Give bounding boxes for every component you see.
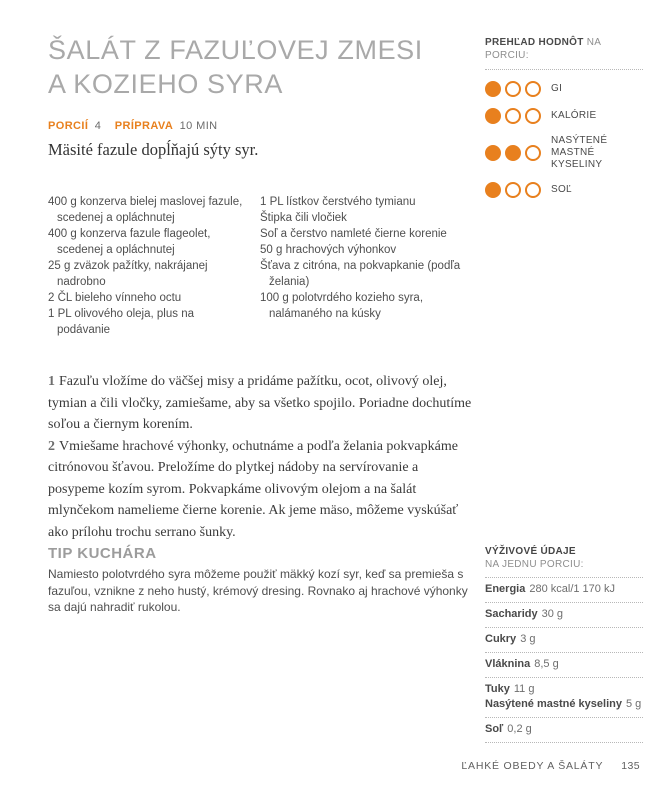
nutrition-value: 11 g (513, 683, 535, 695)
nutrition-line (485, 722, 643, 737)
ingredient-item: 400 g konzerva fazule flageolet, scedenej a opláchnutej (48, 228, 211, 256)
nutrition-heading-line1: VÝŽIVOVÉ ÚDAJE (485, 546, 576, 557)
rating-dots (485, 145, 545, 161)
ingredient-item: 50 g hrachových výhonkov (260, 244, 397, 256)
page-title-line1: ŠALÁT Z FAZUĽOVEJ ZMESI (48, 35, 423, 65)
servings-label: PORCIÍ (48, 120, 89, 132)
nutrition-line (485, 657, 643, 672)
ingredients-section (48, 194, 472, 338)
nutrition-row (485, 718, 643, 743)
rating-dot-empty (505, 182, 521, 198)
method-step (48, 371, 478, 436)
step-text: Vmiešame hrachové výhonky, ochutnáme a podľa želania pokvapkáme citrónovou šťavou. Preložíme do plytkej nádoby na servírovanie a posypeme kozím syrom. Pokvapkáme olivovým olejom a na šalát mlynčekom namelieme čierne korenie. Ak jeme mäso, môžeme vyskúšať ako prílohu trochu serrano šunky. (48, 438, 459, 540)
method-step (48, 436, 478, 544)
nutrition-row (485, 628, 643, 653)
values-panel-heading-bold: PREHĽAD HODNÔT (485, 37, 584, 48)
method-steps (48, 371, 478, 543)
ingredients-column-left (48, 194, 260, 338)
rating-label: NASÝTENÉ MASTNÉ KYSELINY (551, 135, 608, 170)
ingredient-item: Šťava z citróna, na pokvapkanie (podľa želania) (260, 260, 461, 288)
nutrition-label: Energia (485, 583, 526, 595)
nutrition-heading (485, 545, 643, 578)
nutrition-line (485, 632, 643, 647)
nutrition-line (485, 607, 643, 622)
nutrition-line (485, 697, 643, 712)
nutrition-label: Soľ (485, 723, 504, 735)
rating-rows (485, 81, 643, 198)
rating-dot-filled (485, 81, 501, 97)
step-number: 2 (48, 438, 55, 454)
nutrition-row (485, 678, 643, 718)
rating-row-gi (485, 81, 643, 97)
rating-dots (485, 81, 545, 97)
page-footer (461, 760, 640, 772)
page-title-line2: A KOZIEHO SYRA (48, 69, 283, 99)
ingredient-item: 100 g polotvrdého kozieho syra, nalámaného na kúsky (260, 292, 424, 320)
step-text: Fazuľu vložíme do väčšej misy a pridáme pažítku, ocot, olivový olej, tymian a čili vločky, zamiešame, aby sa všetko spojilo. Poriadne dochutíme soľou a čiernym korením. (48, 374, 472, 432)
prep-time-value: 10 MIN (179, 120, 218, 132)
nutrition-panel (485, 545, 643, 743)
nutrition-heading-line2: NA JEDNU PORCIU: (485, 559, 584, 570)
values-panel-heading (485, 36, 643, 70)
ingredient-item: 2 ČL bieleho vínneho octu (48, 292, 182, 304)
ingredient-item: 1 PL olivového oleja, plus na podávanie (48, 308, 194, 336)
prep-time-label: PRÍPRAVA (114, 120, 174, 132)
ingredient-item: 25 g zväzok pažítky, nakrájanej nadrobno (48, 260, 208, 288)
cook-tip-section (48, 545, 480, 616)
nutrition-rows (485, 578, 643, 743)
rating-dot-empty (505, 108, 521, 124)
cook-tip-text: Namiesto polotvrdého syra môžeme použiť mäkký kozí syr, keď sa premieša s fazuľou, vznikne z neho hustý, krémový dresing. Rovnako aj hrachové výhonky sa dajú nahradiť rukolou. (48, 567, 468, 614)
ingredient-item: 1 PL lístkov čerstvého tymianu (260, 196, 416, 208)
nutrition-label: Tuky (485, 683, 510, 695)
nutrition-line (485, 582, 643, 597)
rating-dot-filled (505, 145, 521, 161)
rating-row-sol (485, 182, 643, 198)
nutrition-value: 0,2 g (507, 723, 532, 735)
ingredient-item: Soľ a čerstvo namleté čierne korenie (260, 228, 447, 240)
rating-dot-empty (505, 81, 521, 97)
rating-label: GI (551, 83, 563, 94)
nutrition-value: 280 kcal/1 170 kJ (529, 583, 615, 595)
rating-row-nasytene-mastne-kyseliny (485, 135, 643, 171)
footer-page-number: 135 (621, 760, 640, 772)
nutrition-label: Vláknina (485, 658, 531, 670)
nutrition-row (485, 603, 643, 628)
nutrition-label: Sacharidy (485, 608, 538, 620)
nutrition-value: 8,5 g (534, 658, 559, 670)
nutrition-label: Cukry (485, 633, 517, 645)
rating-row-kalorie (485, 108, 643, 124)
rating-dot-empty (525, 182, 541, 198)
rating-dot-filled (485, 182, 501, 198)
rating-dots (485, 182, 545, 198)
rating-dot-empty (525, 81, 541, 97)
servings-value: 4 (94, 120, 102, 132)
rating-dot-filled (485, 145, 501, 161)
recipe-meta (48, 120, 218, 132)
values-panel-heading-light: NA PORCIU: (485, 37, 601, 61)
footer-section-name: ĽAHKÉ OBEDY A ŠALÁTY (461, 760, 604, 772)
rating-dot-empty (525, 145, 541, 161)
rating-dot-filled (485, 108, 501, 124)
nutrition-line (485, 682, 643, 697)
page-title (48, 33, 423, 101)
values-overview-panel (485, 36, 643, 198)
recipe-intro: Mäsité fazule dopĺňajú sýty syr. (48, 140, 259, 159)
cook-tip-heading: TIP KUCHÁRA (48, 545, 157, 562)
nutrition-row (485, 578, 643, 603)
ingredient-item: 400 g konzerva bielej maslovej fazule, scedenej a opláchnutej (48, 196, 243, 224)
rating-label: SOĽ (551, 184, 572, 195)
nutrition-value: 5 g (625, 698, 642, 710)
rating-dot-empty (525, 108, 541, 124)
ingredient-item: Štipka čili vločiek (260, 212, 347, 224)
rating-label: KALÓRIE (551, 110, 597, 121)
nutrition-label: Nasýtené mastné kyseliny (485, 698, 622, 710)
nutrition-row (485, 653, 643, 678)
nutrition-value: 30 g (541, 608, 564, 620)
nutrition-value: 3 g (520, 633, 536, 645)
step-number: 1 (48, 374, 55, 389)
rating-dots (485, 108, 545, 124)
ingredients-column-right (260, 194, 472, 338)
